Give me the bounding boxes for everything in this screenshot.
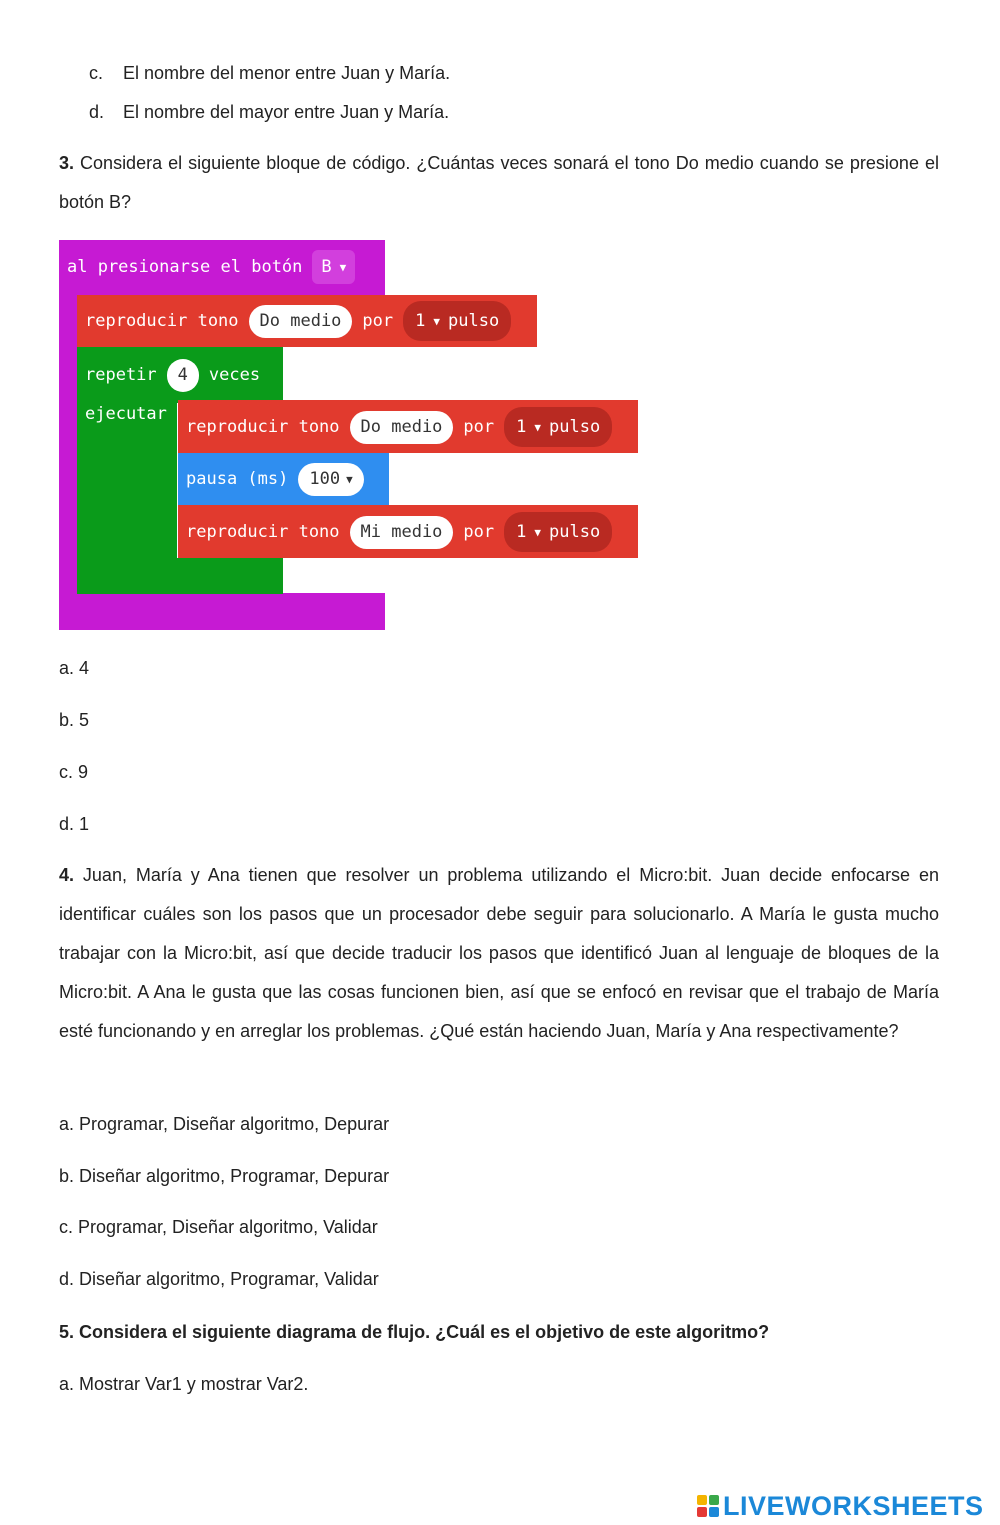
chevron-down-icon: ▼ bbox=[339, 260, 347, 274]
repeat-row: repetir 4 veces bbox=[77, 350, 260, 400]
beats-dropdown[interactable]: 1 ▼ pulso bbox=[403, 301, 511, 341]
answer-option[interactable]: d. 1 bbox=[59, 814, 90, 834]
list-item: c. El nombre del menor entre Juan y María. bbox=[89, 63, 451, 83]
tone-row-1: reproducir tono Do medio por 1 ▼ pulso bbox=[77, 296, 511, 346]
question-4: 4. Juan, María y Ana tienen que resolver un problema utilizando el Micro:bit. Juan decide enfocarse en identificar cuáles son los pasos que un procesador debe seguir para solucionarlo. A María le gusta mucho trabajar con la Micro:bit, así que decide traducir los pasos que identificó Juan al lenguaje de bloques de la Micro:bit. A Ana le gusta que las cosas funcionen bien, así que se enfocó en revisar que el trabajo de María esté funcionando y en arreglar los problemas. ¿Qué están haciendo Juan, María y Ana respectivamente? bbox=[59, 865, 939, 1041]
event-row: al presionarse el botón B ▼ bbox=[59, 242, 355, 292]
note-field[interactable]: Do medio bbox=[350, 411, 454, 444]
event-block-side bbox=[59, 295, 79, 595]
note-field[interactable]: Do medio bbox=[249, 305, 353, 338]
note-field[interactable]: Mi medio bbox=[350, 516, 454, 549]
beats-dropdown[interactable]: 1 ▼ pulso bbox=[504, 407, 612, 447]
chevron-down-icon: ▼ bbox=[534, 525, 542, 539]
answer-option[interactable]: c. 9 bbox=[59, 762, 89, 782]
tone-row-2: reproducir tono Do medio por 1 ▼ pulso bbox=[178, 402, 612, 452]
event-block-foot bbox=[59, 593, 385, 630]
chevron-down-icon: ▼ bbox=[346, 472, 353, 486]
answer-option[interactable]: b. 5 bbox=[59, 710, 90, 730]
repeat-block-foot bbox=[77, 558, 283, 594]
list-item: d. El nombre del mayor entre Juan y María. bbox=[89, 102, 450, 122]
answer-option[interactable]: a. 4 bbox=[59, 658, 90, 678]
answer-option[interactable]: a. Mostrar Var1 y mostrar Var2. bbox=[59, 1374, 309, 1394]
liveworksheets-logo: LIVEWORKSHEETS bbox=[697, 1489, 984, 1523]
chevron-down-icon: ▼ bbox=[534, 420, 542, 434]
button-dropdown[interactable]: B ▼ bbox=[312, 250, 355, 284]
answer-option[interactable]: c. Programar, Diseñar algoritmo, Validar bbox=[59, 1217, 378, 1237]
pause-value-dropdown[interactable]: 100 ▼ bbox=[298, 463, 363, 496]
logo-icon bbox=[697, 1495, 719, 1517]
beats-dropdown[interactable]: 1 ▼ pulso bbox=[504, 512, 612, 552]
question-5: 5. Considera el siguiente diagrama de flujo. ¿Cuál es el objetivo de este algoritmo? bbox=[59, 1322, 770, 1342]
answer-option[interactable]: a. Programar, Diseñar algoritmo, Depurar bbox=[59, 1114, 390, 1134]
repeat-do-label: ejecutar bbox=[85, 404, 167, 424]
answer-option[interactable]: b. Diseñar algoritmo, Programar, Depurar bbox=[59, 1166, 390, 1186]
tone-row-3: reproducir tono Mi medio por 1 ▼ pulso bbox=[178, 507, 612, 557]
pause-row: pausa (ms) 100 ▼ bbox=[178, 454, 364, 504]
question-3: 3. Considera el siguiente bloque de código. ¿Cuántas veces sonará el tono Do medio cuando se presione el botón B? bbox=[59, 153, 939, 212]
chevron-down-icon: ▼ bbox=[433, 314, 441, 328]
repeat-count-field[interactable]: 4 bbox=[167, 359, 199, 392]
answer-option[interactable]: d. Diseñar algoritmo, Programar, Validar bbox=[59, 1269, 379, 1289]
